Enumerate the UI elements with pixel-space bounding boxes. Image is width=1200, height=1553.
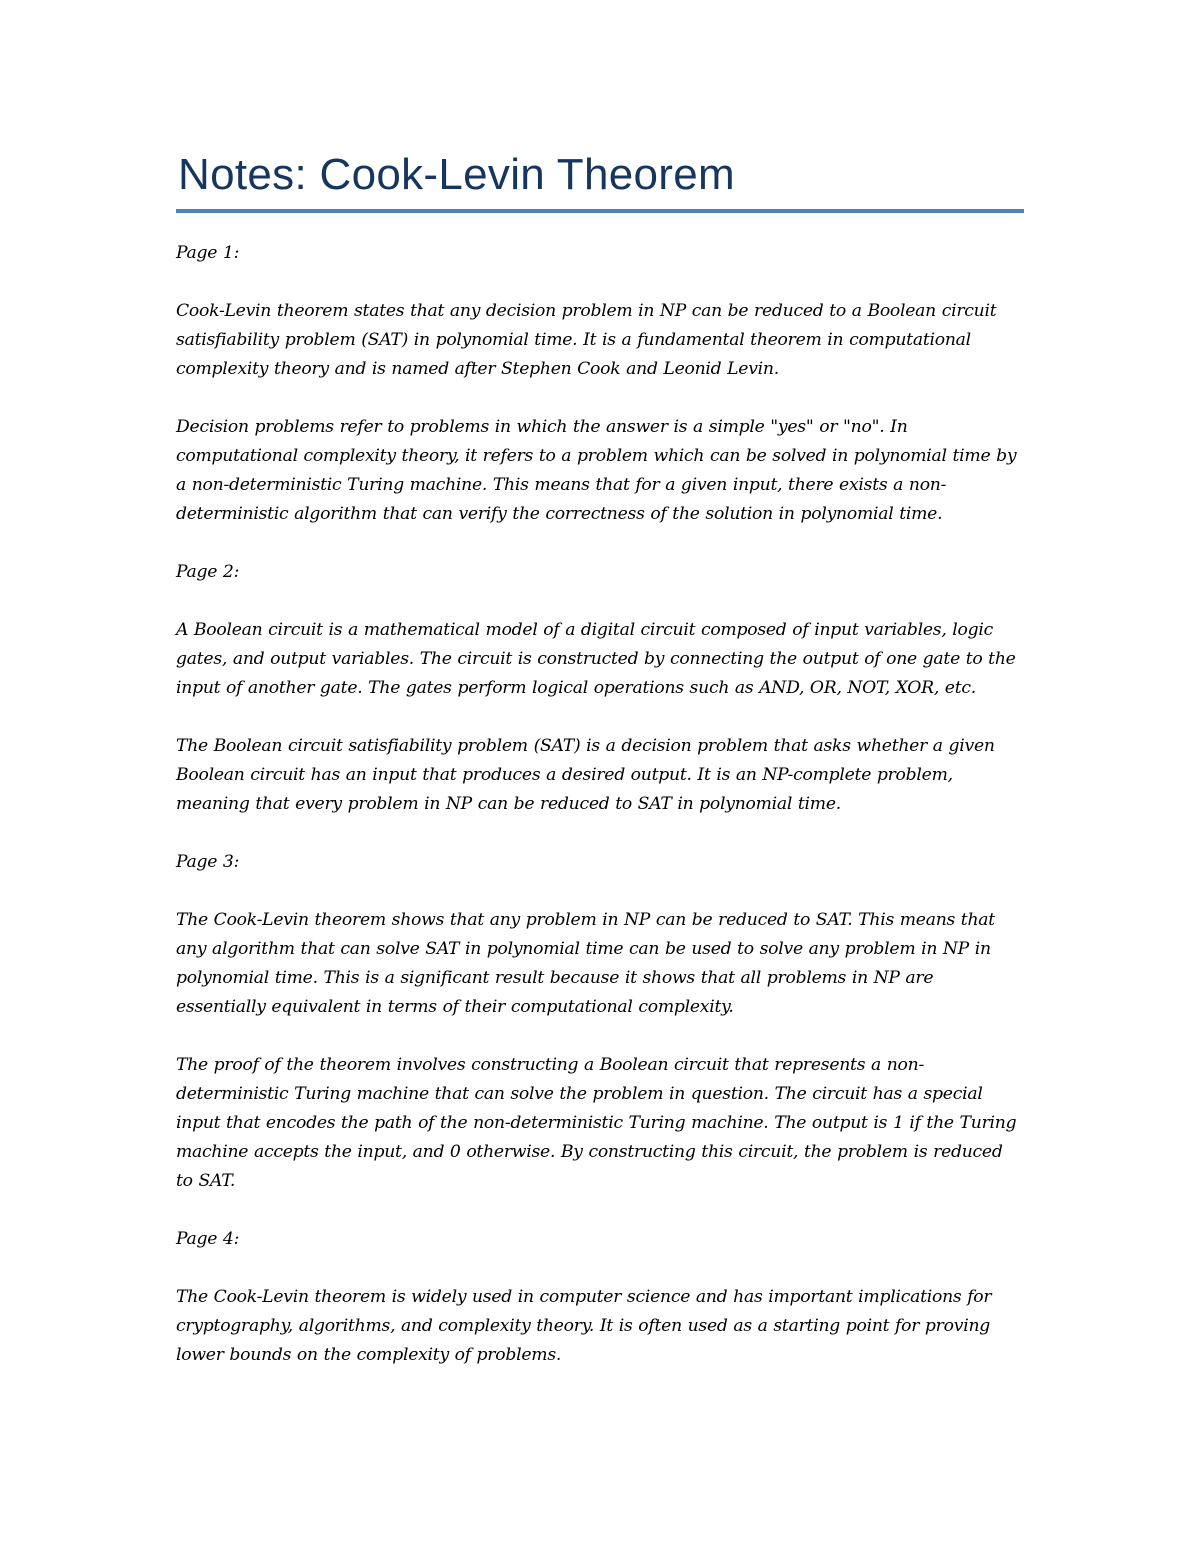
document-title: Notes: Cook-Levin Theorem — [178, 150, 735, 199]
paragraph: Decision problems refer to problems in which the answer is a simple "yes" or "no". In computational complexity theory, it refers to a problem which can be solved in polynomial time by a non-deterministic Turing machine. This means that for a given input, there exists a non-deterministic algorithm that can verify the correctness of the solution in polynomial time. — [176, 417, 1017, 524]
page-heading-3: Page 3: — [176, 852, 240, 872]
paragraph: The Cook-Levin theorem shows that any problem in NP can be reduced to SAT. This means that any algorithm that can solve SAT in polynomial time can be used to solve any problem in NP in polynomial time. This is a significant result because it shows that all problems in NP are essentially equivalent in terms of their computational complexity. — [176, 910, 995, 1017]
title-underline — [176, 209, 1024, 213]
document-body — [176, 145, 1024, 1399]
paragraph: The Cook-Levin theorem is widely used in computer science and has important implications for cryptography, algorithms, and complexity theory. It is often used as a starting point for proving lower bounds on the complexity of problems. — [176, 1287, 992, 1365]
paragraph: A Boolean circuit is a mathematical model of a digital circuit composed of input variables, logic gates, and output variables. The circuit is constructed by connecting the output of one gate to the input of another gate. The gates perform logical operations such as AND, OR, NOT, XOR, etc. — [176, 620, 1016, 698]
page-heading-2: Page 2: — [176, 562, 240, 582]
page-heading-4: Page 4: — [176, 1229, 240, 1249]
paragraph: The proof of the theorem involves constructing a Boolean circuit that represents a non-deterministic Turing machine that can solve the problem in question. The circuit has a special input that encodes the path of the non-deterministic Turing machine. The output is 1 if the Turing machine accepts the input, and 0 otherwise. By constructing this circuit, the problem is reduced to SAT. — [176, 1055, 1017, 1191]
paragraph: The Boolean circuit satisfiability problem (SAT) is a decision problem that asks whether a given Boolean circuit has an input that produces a desired output. It is an NP-complete problem, meaning that every problem in NP can be reduced to SAT in polynomial time. — [176, 736, 995, 814]
page-heading-1: Page 1: — [176, 243, 240, 263]
paragraph: Cook-Levin theorem states that any decision problem in NP can be reduced to a Boolean circuit satisfiability problem (SAT) in polynomial time. It is a fundamental theorem in computational complexity theory and is named after Stephen Cook and Leonid Levin. — [176, 301, 997, 379]
